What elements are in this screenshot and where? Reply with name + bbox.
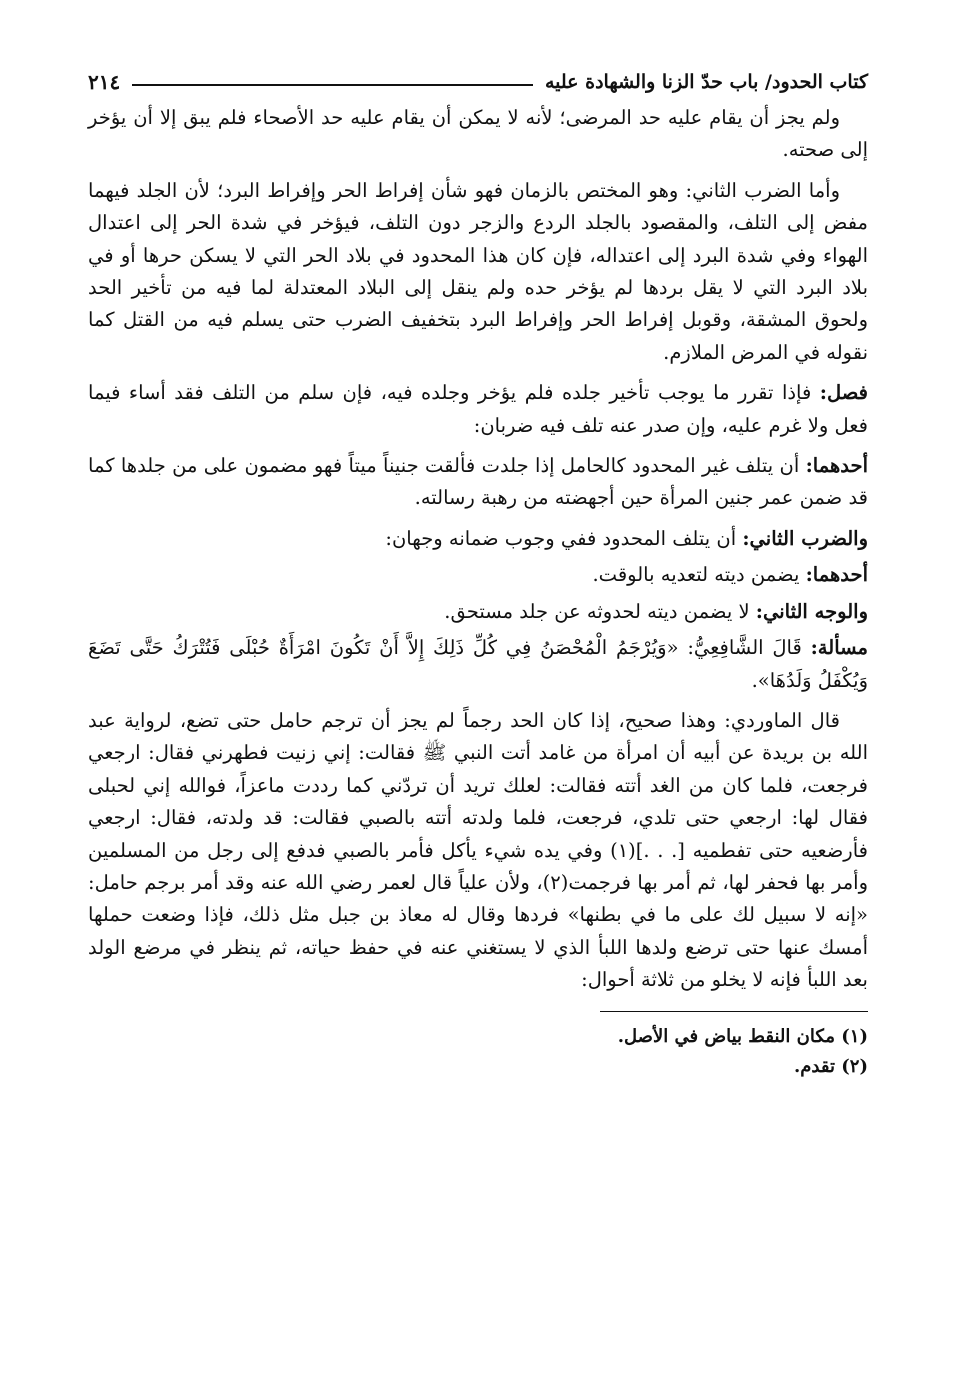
running-header-title: كتاب الحدود/ باب حدّ الزنا والشهادة عليه <box>544 71 868 93</box>
paragraph-text: أن يتلف المحدود ففي وجوب ضمانه وجهان: <box>385 526 743 550</box>
paragraph-lead: والوجه الثاني: <box>755 599 868 623</box>
paragraph <box>88 175 868 369</box>
paragraph-lead: فصل: <box>819 381 868 405</box>
footnote-marker: (١) <box>841 1025 868 1047</box>
paragraph <box>88 596 868 628</box>
paragraph-text: قَالَ الشَّافِعِيُّ: «وَيُرْجَمُ الْمُحْصَنُ فِي كُلِّ ذَلِكَ إِلاَّ أَنْ تَكُونَ امْرَأَةٌ حُبْلَى فَتُتْرَكُ حَتَّى تَضَعَ وَيُكْفَلُ وَلَدُهَا». <box>88 636 868 692</box>
paragraph-text: وأما الضرب الثاني: وهو المختص بالزمان فهو شأن إفراط الحر وإفراط البرد؛ لأن الجلد فيهما مفض إلى التلف، والمقصود بالجلد الردع والزجر دون التلف، فيؤخر في شدة الحر إلى اعتدال الهواء وفي شدة البرد إلى اعتداله، فإن كان هذا المحدود في بلاد الحر التي لا يسكن حرها أو في بلاد البرد التي لا يقل بردها لم يؤخر حده ولم ينقل إلى البلاد المعتدلة لما فيه من تأخير الحد ولحوق المشقة، وقوبل إفراط الحر وإفراط البرد بتخفيف الضرب حتى يسلم فيه من القتل كما نقوله في المرض الملازم. <box>88 178 868 364</box>
paragraph-lead: والضرب الثاني: <box>742 526 868 550</box>
paragraph-text: فإذا تقرر ما يوجب تأخير جلده فلم يؤخر وجلده فيه، فإن سلم من التلف فقد أساء فيما فعل ولا غرم عليه، وإن صدر عنه تلف فيه ضربان: <box>88 381 868 437</box>
paragraph-text: لا يضمن ديته لحدوثه عن جلد مستحق. <box>444 599 756 623</box>
footnote-marker: (٢) <box>841 1055 868 1077</box>
footnotes <box>88 1022 868 1082</box>
document-page <box>88 58 868 1082</box>
paragraph <box>88 450 868 515</box>
footnote <box>88 1022 868 1052</box>
paragraph-text: يضمن ديته لتعديه بالوقت. <box>592 563 806 587</box>
paragraph <box>88 559 868 591</box>
header-rule <box>132 84 533 86</box>
paragraph-text: ولم يجز أن يقام عليه حد المرضى؛ لأنه لا يمكن أن يقام عليه حد الأصحاء فلم يبق إلا أن يؤخر إلى صحته. <box>88 106 868 162</box>
paragraph <box>88 632 868 697</box>
paragraph-text: أن يتلف غير المحدود كالحامل إذا جلدت فألقت جنيناً ميتاً فهو مضمون على من جلدها كما قد ضمن عمر جنين المرأة حين أجهضته من رهبة رسالته. <box>88 454 868 510</box>
paragraph-lead: أحدهما: <box>805 454 868 478</box>
body-text <box>88 102 868 997</box>
paragraph-lead: أحدهما: <box>805 563 868 587</box>
running-header <box>88 58 868 94</box>
footnote-divider <box>600 1011 868 1012</box>
paragraph <box>88 705 868 997</box>
page-number: ٢١٤ <box>88 70 121 94</box>
paragraph-text: قال الماوردي: وهذا صحيح، إذا كان الحد رجماً لم يجز أن ترجم حامل حتى تضع، لرواية عبد الله بن بريدة عن أبيه أن امرأة من غامد أتت النبي ﷺ فقالت: إني زنيت فطهرني فقال: ارجعي فرجعت، فلما كان من الغد أتته فقالت: لعلك تريد أن تردّني كما رددت ماعزاً، فوالله إني لحبلى فقال لها: ارجعي حتى تلدي، فرجعت، فلما ولدته أتته بالصبي فقالت: قد ولدته، فقال: ارجعي فأرضعيه حتى تفطميه [. . .](١) وفي يده شيء يأكل فأمر بالصبي فدفع إلى رجل من المسلمين وأمر بها فحفر لها، ثم أمر بها فرجمت(٢)، ولأن علياً قال لعمر رضي الله عنه وقد أمر برجم حامل: «إنه لا سبيل لك على ما في بطنها» فردها وقال له معاذ بن جبل مثل ذلك، فإذا وضعت حملها أمسك عنها حتى ترضع ولدها اللبأ الذي لا يستغني عنه في حفظ حياته، ثم ينظر في مرضع الولد بعد اللبأ فإنه لا يخلو من ثلاثة أحوال: <box>88 708 868 992</box>
paragraph <box>88 377 868 442</box>
footnote-text: مكان النقط بياض في الأصل. <box>617 1025 835 1047</box>
footnote-text: تقدم. <box>794 1055 835 1077</box>
footnote <box>88 1052 868 1082</box>
paragraph <box>88 102 868 167</box>
paragraph <box>88 523 868 555</box>
paragraph-lead: مسألة: <box>810 636 868 660</box>
